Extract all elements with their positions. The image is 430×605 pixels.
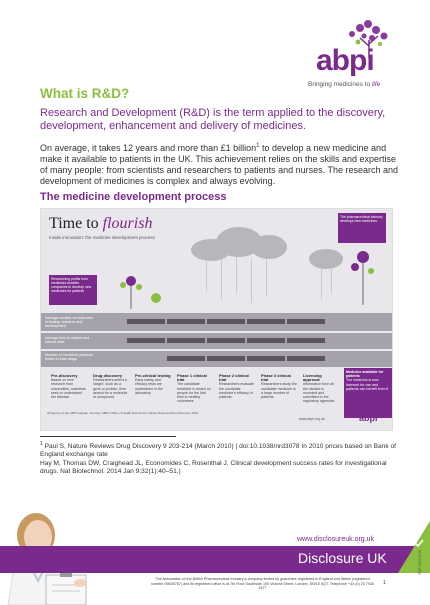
callout-right: The pharmaceutical industry develops new medicines — [338, 213, 386, 243]
rain-line — [331, 269, 332, 293]
grid-cell — [207, 319, 245, 324]
infographic-footnote: All figures on the ABPI website. Sources: ABPI; Office of Health Economics; Nature Reviews Drug Discovery 2010. — [47, 411, 200, 415]
rain-line — [221, 259, 222, 299]
row-label: Average number of molecules in testing: research and development — [45, 316, 93, 328]
stage-drug-discovery: Drug discovery Researchers select a 'target', such as a gene or protein, then search for a molecule or compound — [93, 373, 128, 400]
footnote-2: Hay M, Thomas DW, Craighead JL, Economides C, Rosenthal J. Clinical development success rates for investigational drugs. Nat Biotechnol. 2014 Jan 9;32(1):40–51.) — [40, 459, 387, 476]
row-label: Number of medicinal products tested in each stage — [45, 353, 93, 361]
grid-cell — [287, 356, 325, 361]
rain-line — [236, 257, 237, 293]
rain-line — [251, 259, 252, 303]
rain-line — [266, 259, 267, 297]
development-process-infographic — [40, 208, 393, 431]
disclosure-url[interactable]: www.disclosureuk.org.uk — [297, 536, 375, 543]
footnote-ref: 1 — [256, 143, 260, 149]
grid-cell — [127, 338, 165, 343]
check-icon — [414, 538, 424, 548]
abpi-logo[interactable] — [300, 18, 420, 88]
cloud-illustration — [251, 235, 287, 259]
leaf-icon — [149, 291, 163, 305]
grid-cell — [127, 319, 165, 324]
footnote-1: $^1$ Paul S, Nature Reviews Drug Discovery 9 203-214 (March 2010) | doi:10.1038/nrd3078 In 2010 prices based on Bank of England exchange rate — [40, 441, 396, 459]
rain-line — [206, 261, 207, 291]
cloud-illustration — [309, 249, 343, 269]
stage-phase-3: Phase 3 clinical trial Researchers study the candidate medicine in a large number of patients — [261, 373, 297, 400]
disclosure-title: Disclosure UK — [298, 550, 387, 566]
grid-cell — [247, 319, 285, 324]
stage-pre-clinical: Pre-clinical testing Early safety and efficacy tests are undertaken in the laboratory — [135, 373, 171, 395]
grid-cell — [167, 356, 205, 361]
page-number: 1 — [383, 580, 386, 586]
grid-cell — [207, 356, 245, 361]
stage-phase-1: Phase 1 clinical trial The candidate medicine is tested on people for the first time in healthy volunteers — [177, 373, 211, 404]
logo-wordmark: abpi — [316, 44, 374, 77]
infographic-title: Time to flourish — [49, 215, 153, 232]
stage-available: Medicine available for patients The medicine is now licensed for use and patients can benefit from it — [344, 368, 392, 418]
grid-cell — [287, 319, 325, 324]
callout-left: Researching profits from medicines enables companies to develop new medicines for patients — [49, 275, 97, 305]
stage-licensing: Licensing approval Information from all the studies is recorded and submitted to the regulatory agencies — [303, 373, 335, 404]
page-title: What is R&D? — [40, 86, 130, 101]
body-paragraph: On average, it takes 12 years and more than £1 billion$^1$ to develop a new medicine and make it available to patients in the UK. This achievement relies on the skills and expertise of many people: from scientists and researchers to patients and nurses. The research and development of medicines is complex and always evolving. — [40, 143, 399, 186]
grid-cell — [167, 319, 205, 324]
grid-cell — [287, 338, 325, 343]
legal-text: The Association of the British Pharmaceutical Industry a company limited by guarantee registered in England and Wales (registered number 09826787) and its registered office is at 7th Floor Southside 105 Victoria Street, London, SW1E 6QT. Telephone +44 (0) 20 7930 3477 — [150, 577, 375, 590]
logo-tagline: Bringing medicines to life — [308, 81, 381, 88]
section-heading: The medicine development process — [40, 191, 227, 203]
footnotes — [40, 440, 405, 476]
infographic-logo: abpi — [359, 413, 378, 423]
flower-illustration — [341, 245, 386, 305]
grid-cell — [167, 338, 205, 343]
row-label: Average time to market and clinical trials — [45, 336, 90, 344]
stage-pre-discovery: Pre-discovery Based on new research from universities, scientists seek to understand the disease — [51, 373, 86, 400]
rain-line — [321, 269, 322, 299]
infographic-subtitle: Inside innovation: the medicine development process — [49, 235, 155, 240]
intro-text: Research and Development (R&D) is the term applied to the discovery, development, enhancement and delivery of medicines. — [40, 107, 386, 132]
grid-cell — [247, 338, 285, 343]
footnote-divider — [40, 436, 176, 437]
infographic-url[interactable]: www.abpi.org.uk — [299, 417, 325, 421]
stage-phase-2: Phase 2 clinical trial Researchers evaluate the candidate medicine's efficacy in patients — [219, 373, 254, 400]
grid-cell — [247, 356, 285, 361]
grid-cell — [207, 338, 245, 343]
reference-code: REF 0009 0019 — [418, 550, 422, 575]
